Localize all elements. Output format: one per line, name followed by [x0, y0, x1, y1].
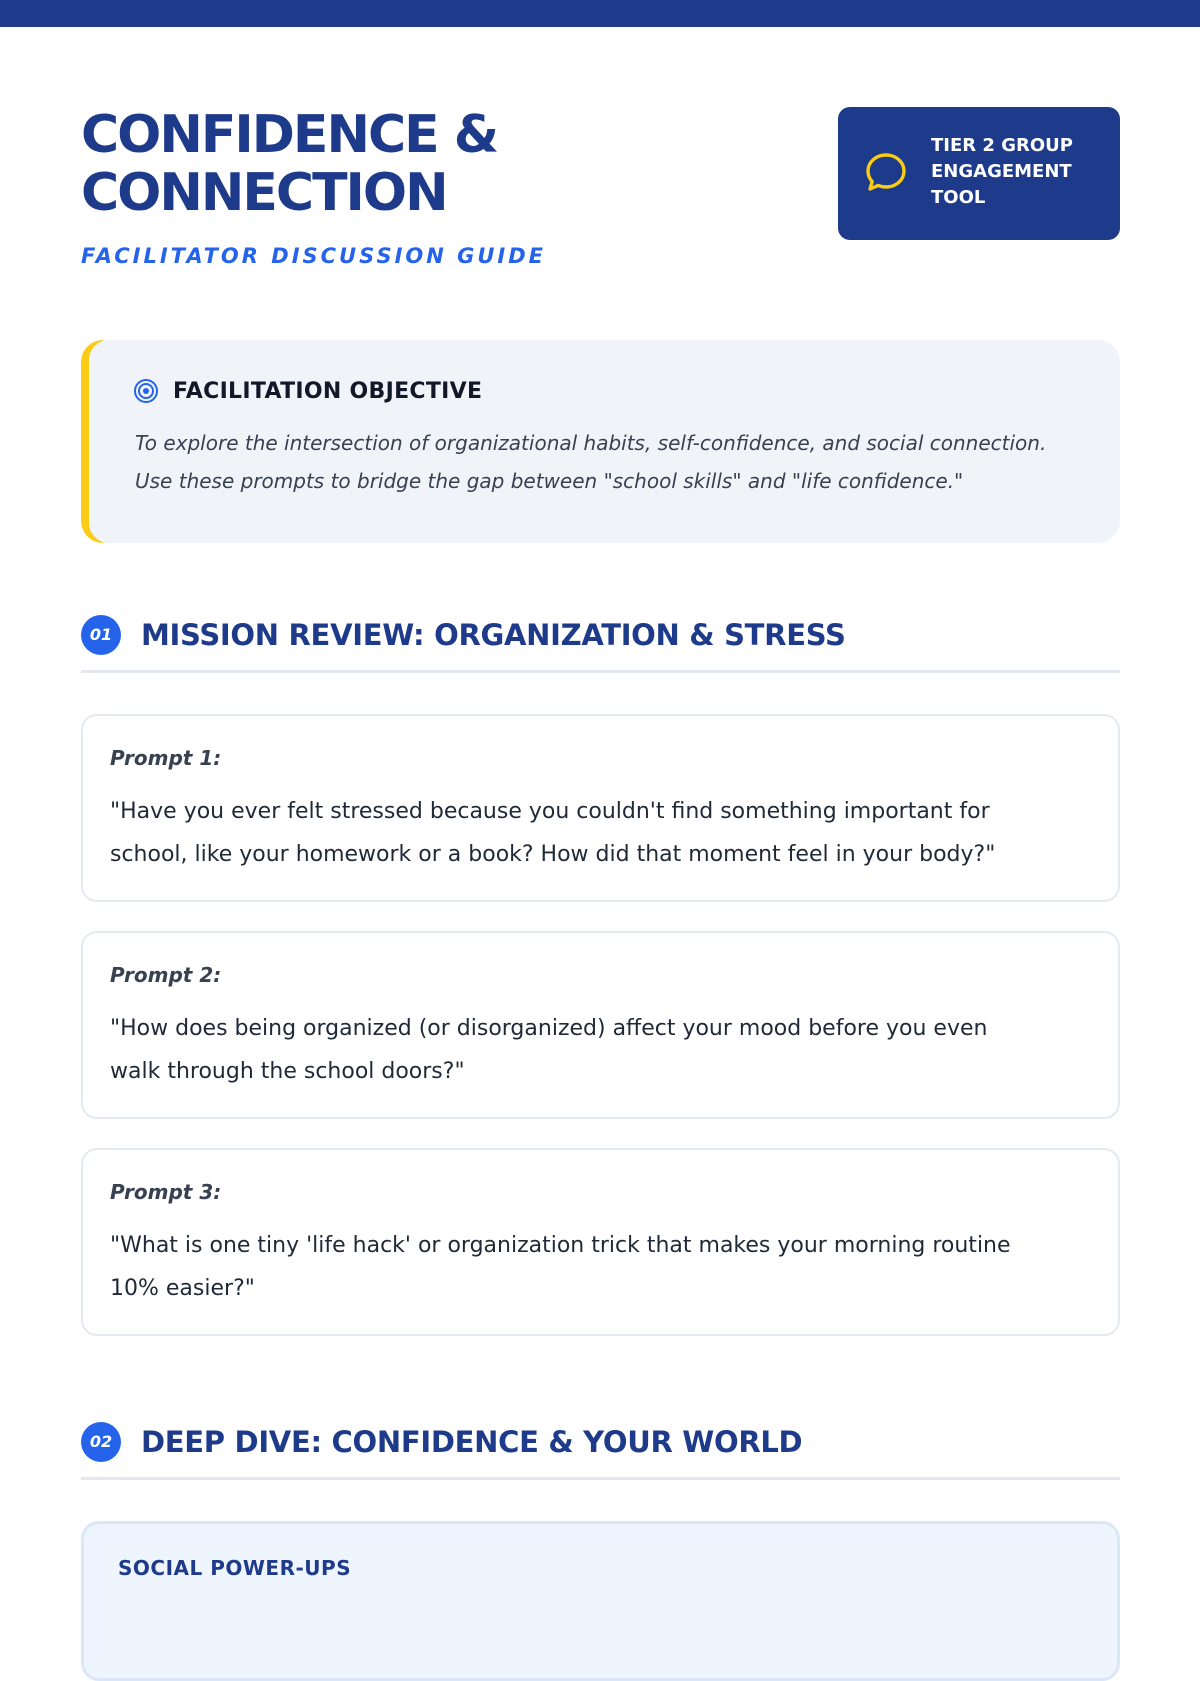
- section-header-mission-review: [81, 614, 1120, 673]
- page-title-line-1: CONFIDENCE &: [81, 105, 498, 165]
- badge-label: [931, 133, 1101, 211]
- prompt-label: Prompt 1:: [110, 746, 222, 770]
- prompt-text: [110, 1224, 1100, 1310]
- badge-label-line-2: ENGAGEMENT: [931, 161, 1072, 182]
- prompt-text-line-1: "Have you ever felt stressed because you couldn't find something important for: [110, 799, 990, 824]
- section-number-badge: 02: [81, 1422, 121, 1462]
- tier-badge: [838, 107, 1120, 240]
- page-subtitle: FACILITATOR DISCUSSION GUIDE: [81, 244, 547, 268]
- objective-title: FACILITATION OBJECTIVE: [173, 378, 483, 404]
- objective-header: [133, 378, 482, 404]
- objective-text: [135, 424, 1095, 500]
- prompt-text-line-1: "What is one tiny 'life hack' or organization trick that makes your morning routine: [110, 1233, 1011, 1258]
- badge-label-line-1: TIER 2 GROUP: [931, 135, 1073, 156]
- prompt-label: Prompt 3:: [110, 1180, 222, 1204]
- section-header-deep-dive: [81, 1421, 1120, 1480]
- page-header: [81, 105, 1120, 268]
- section-number-badge: 01: [81, 615, 121, 655]
- prompt-label: Prompt 2:: [110, 963, 222, 987]
- page-title-line-2: CONNECTION: [81, 163, 447, 223]
- prompt-text-line-2: 10% easier?": [110, 1276, 255, 1301]
- prompt-text-line-2: school, like your homework or a book? How did that moment feel in your body?": [110, 842, 996, 867]
- section-title: MISSION REVIEW: ORGANIZATION & STRESS: [141, 618, 846, 652]
- prompt-text-line-2: walk through the school doors?": [110, 1059, 465, 1084]
- objective-text-line-2: Use these prompts to bridge the gap between "school skills" and "life confidence.": [135, 469, 964, 493]
- social-power-ups-panel: [81, 1521, 1120, 1681]
- section-title: DEEP DIVE: CONFIDENCE & YOUR WORLD: [141, 1425, 803, 1459]
- prompt-text-line-1: "How does being organized (or disorganized) affect your mood before you even: [110, 1016, 988, 1041]
- prompt-card-1: [81, 714, 1120, 902]
- prompt-text: [110, 1007, 1100, 1093]
- prompt-card-3: [81, 1148, 1120, 1336]
- top-banner-bar: [0, 0, 1200, 27]
- social-power-ups-title: SOCIAL POWER-UPS: [118, 1556, 352, 1580]
- objective-panel: [81, 340, 1120, 543]
- prompt-text: [110, 790, 1100, 876]
- objective-text-line-1: To explore the intersection of organizational habits, self-confidence, and social connection.: [135, 431, 1047, 455]
- target-icon: [133, 378, 159, 404]
- chat-bubble-icon: [864, 151, 908, 195]
- prompt-card-2: [81, 931, 1120, 1119]
- badge-label-line-3: TOOL: [931, 187, 986, 208]
